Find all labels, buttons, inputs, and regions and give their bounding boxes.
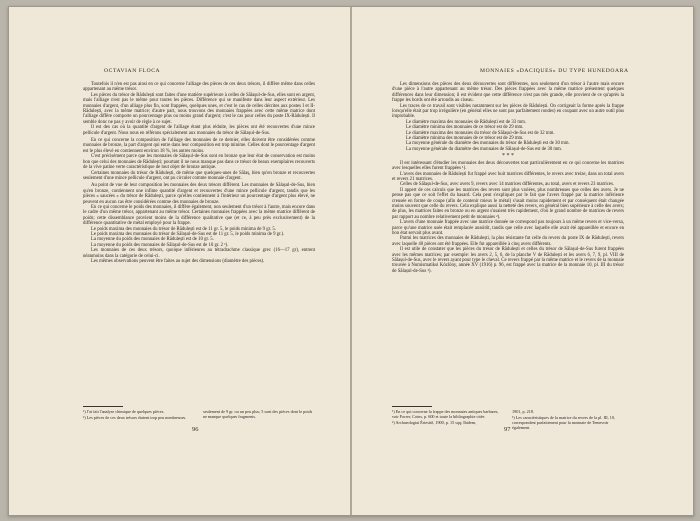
paragraph: Les traces de ce travail sont visibles notamment sur les pièces de Rădulești. On corrigeait la forme après la frappe lorsqu'elle était par trop irrégulière (en général elles ne sont pas parfaitement rondes) en coupant avec un autre outil plus improbable. [392, 103, 624, 120]
paragraph: En ce qui concerne le poids des monnaies, il diffère également, non seulement d'un trésor à l'autre, mais encore dans le cadre d'un même trésor, appartenant au même trésor. Certaines monnaies frappées avec la même matrice diffèrent de poids; cette dissemblance provient moins de la différence qualitative que (et ce, à peu près exclusivement) de la différence quantitative de métal employé pour la frappe. [83, 204, 315, 227]
left-text-block [83, 82, 315, 264]
paragraph: Celles de Sălașul-de-Sus, avec avers 9, revers avec 14 matrices différentes, au total, avers et revers 23 matrices. [400, 182, 615, 188]
paragraph: Toutefois il n'en est pas ainsi en ce qui concerne l'alliage des pièces de ces deux trésors, il diffère même dans celles appartenant au même trésor. [83, 82, 315, 93]
paragraph: L'avers des monnaies de Rădulești fut frappé avec huit matrices différentes, le revers avec treize, dans un total avers et revers 21 matrices. [392, 171, 624, 182]
paragraph: L'avers d'une monnaie frappée avec une matrice donnée ne correspond pas toujours à un même revers et vice-versa, parce qu'une matrice usée était remplacée aussitôt, tandis que celle avec laquelle elle avait été appareillée et encore en bon état servait plus avant. [392, 220, 624, 236]
footnote: ³) Les caractéristiques de la matrice du revers de la pl. III, 10, correspondent parfaitement pour la monnaie de Temesvár également. [512, 414, 615, 430]
left-footnotes [83, 406, 315, 422]
paragraph: La moyenne du poids des monnaies de Sălașul-de-Sus est de 10 gr. 2 ¹). [91, 242, 229, 248]
list-item: Le diamètre maxima des monnaies de Rădulești est de 33 mm. [406, 119, 527, 125]
paragraph: Certaines monnaies du trésor de Rădulești, de même que quelques-unes de Sălaș, bien qu'en bronze et recouvertes seulement d'une mince pellicule d'argent, ont pu circuler comme monnaie d'argent. [83, 170, 315, 181]
paragraph: Il est intéressant d'étudier les monnaies des deux découvertes tout particulièrement en ce qui concerne les matrices avec lesquelles elles furent frappées ¹). [392, 160, 624, 172]
paragraph: Les dimensions des pièces des deux découvertes sont différentes, non seulement d'un trésor à l'autre mais encore d'une pièce à l'autre appartenant au même trésor. Des pièces frappées avec la même matrice présentent quelques différences dans leur dimension; il est évident que cette différence n'est pas très grande, elle provient de ce qu'après la frappe les bords ont été arrondis au ciseau. [392, 82, 624, 104]
left-page [9, 7, 350, 515]
paragraph: Au point de vue de leur composition les monnaies des deux trésors diffèrent. Les monnaies de Sălașul-de-Sus, bien qu'en bronze, contiennent une infime quantité d'argent et recouvertes d'une mince pellicule d'argent, tandis que les pièces « saucées » du trésor de Rădulești, parce qu'elles contiennent à l'intérieur un pourcentage d'argent plus élevé, ne peuvent en aucun cas être considérées comme des monnaies de bronze. [83, 183, 315, 205]
list-item: Le diamètre maxima des monnaies du trésor de Sălașul-de-Sus est de 32 mm. [406, 130, 555, 136]
paragraph: Le poids maxima des monnaies du trésor de Sălașul-de-Sus est de 11 gr. 5, le poids minima de 9 gr.). [91, 231, 285, 237]
paragraph: Les mêmes observations peuvent être faites au sujet des dimensions (diamètre des pièces). [91, 259, 265, 264]
list-item: Le diamètre minima des monnaies de ce trésor est de 29 mm. [406, 136, 524, 142]
list-item: Le diamètre minima des monnaies de ce trésor est de 29 mm. [406, 125, 524, 131]
footnote: seulement de 9 gr. ou un peu plus; 5 sont des pièces dont le poids ne manque quelques fragments. [203, 409, 313, 419]
paragraph: En ce qui concerne la composition de l'alliage des monnaies de ce dernier, elles doivent être considérées comme monnaies de bronze, la part d'argent qui entre dans leur composition est trop minime. Celles dont le pourcentage d'argent est le plus élevé en contiennent environ 18 %, les autres moins. [83, 138, 316, 154]
paragraph: Les pièces du trésor de Rădulești sont faites d'une matière supérieure à celles de Sălașul-de-Sus, elles sont en argent, mais l'alliage n'est pas le même pour toutes les pièces. Différence qui se manifeste dans leur aspect extérieur. Les monnaies d'argent, d'un alliage plus fin, sont frappées, quelques unes, et c'est le cas de celles décrites aux postes I et II-Rădulești, avec la même matrice; d'autre part, nous trouvons des monnaies frappées avec cette même matrice dont l'alliage diffère comporte un pourcentage plus ou moins grand d'argent; c'est le cas pour celles du poste IX-Rădulești. Il semble donc ne pas y avoir de règle à ce sujet. [83, 92, 315, 125]
page-number-left: 96 [192, 426, 199, 433]
footnote: 1901, p. 218. [512, 409, 534, 414]
paragraph: La moyenne du poids des monnaies de Rădulești est de 10 gr. 5. [91, 237, 214, 243]
paragraph: C'est précisément parce que les monnaies de Sălașul-de-Sus sont en bronze que leur état de conservation est moins bon que celui des monnaies de Rădulești; pourtant il ne nous manque pas dans ce trésor de beaux exemplaires recouverts de la vive patine verte caractéristique de tout objet de bronze antique. [83, 154, 315, 171]
section-separator: * * * [502, 153, 514, 160]
right-page [352, 7, 693, 515]
footnote: ²) Archaeologiai Értesítő, 1900, p. 15 sqq; Ibidem, [392, 419, 477, 425]
list-item: La moyenne générale du diamètre des monnaies de Sălașul-de-Sus est de 30 mm. [406, 146, 562, 152]
paragraph: Les monnaies de ces deux trésors, quoique inférieures au tétradrachme classique grec (16—17 gr), entrent néanmoins dans la catégorie de celui-ci. [83, 248, 315, 259]
footnote: ²) Les pièces de ces deux trésors étaient trop peu nombreuses. [83, 414, 187, 420]
paragraph: Le poids maxima des monnaies du trésor de Rădulești est de 11 gr. 5, le poids minima de 9 gr. 5. [91, 226, 277, 232]
paragraph: Parmi les matrices des monnaies de Rădulești, la plus résistante fut celle du revers du poste IX de Rădulești, revers avec laquelle 40 pièces ont été frappées. Elle fut appareillée à cinq avers différents. [392, 236, 624, 247]
page-number-right: 97 [504, 426, 511, 433]
running-head-right: MONNAIES «DACIQUES» DU TYPE HUNEDOARA [480, 68, 629, 74]
book-spread [8, 6, 694, 516]
footnote-rule [392, 406, 432, 407]
paragraph: Il est utile de constater que les pièces du trésor de Rădulești et celles du trésor de Sălașul-de-Sus furent frappées avec les mêmes matrices; par exemple: les avers 2, 5, 6, de la planche V de Rădulești et les avers 6, 7, 9, pl. VIII de Sălașul-de-Sus, avec le revers ayant pour type le cheval. Ce revers frappé par la même matrice et le revers de la monnaie trouvée à Numismatiksi Kózlöny, année XV (1916) p. 96, est frappé avec la matrice de la monnaie 10, pl. III du trésor de Sălașul-de-Sus ³). [392, 247, 624, 274]
paragraph: Il est des cas où la quantité d'argent de l'alliage étant plus réduite, les pièces ont été recouvertes d'une mince pellicule d'argent. Nous nous en référons spécialement aux monnaies du trésor de Sălașul-de-Sus. [83, 125, 315, 136]
list-item: La moyenne générale du diamètre des monnaies du trésor de Rădulești est de 30 mm. [406, 141, 570, 147]
right-text-block [392, 82, 624, 274]
paragraph: Il appert de ces calculs que les matrices des revers sont plus variées, plus nombreuses que celles des avers. Je ne pense pas que ce soit l'effet du hasard. Cela peut s'expliquer par le fait que l'avers frappé par la matrice inférieure creusée en forme de coupe (afin de contenir mieux le métal) s'usait moins rapidement et par conséquent était changée moins souvent que celle du revers. Cela explique aussi la netteté des revers, en général bien supérieure à celle des avers; de plus, les matrices faites en bronze ou en argent s'usaient très rapidement, d'où le grand nombre de matrices de revers par rapport au nombre relativement petit de monnaies ²). [392, 187, 624, 220]
running-head-left: OCTAVIAN FLOCA [104, 68, 161, 74]
footnote: ¹) En ce qui concerne la frappe des monnaies antiques barbares, voir Forrer, Coins, p. 600 et toute la bibliographie citée. [392, 409, 499, 419]
footnote: ¹) J'ai fait l'analyse chimique de quelques pièces. [83, 409, 165, 414]
footnote-rule [83, 406, 123, 407]
